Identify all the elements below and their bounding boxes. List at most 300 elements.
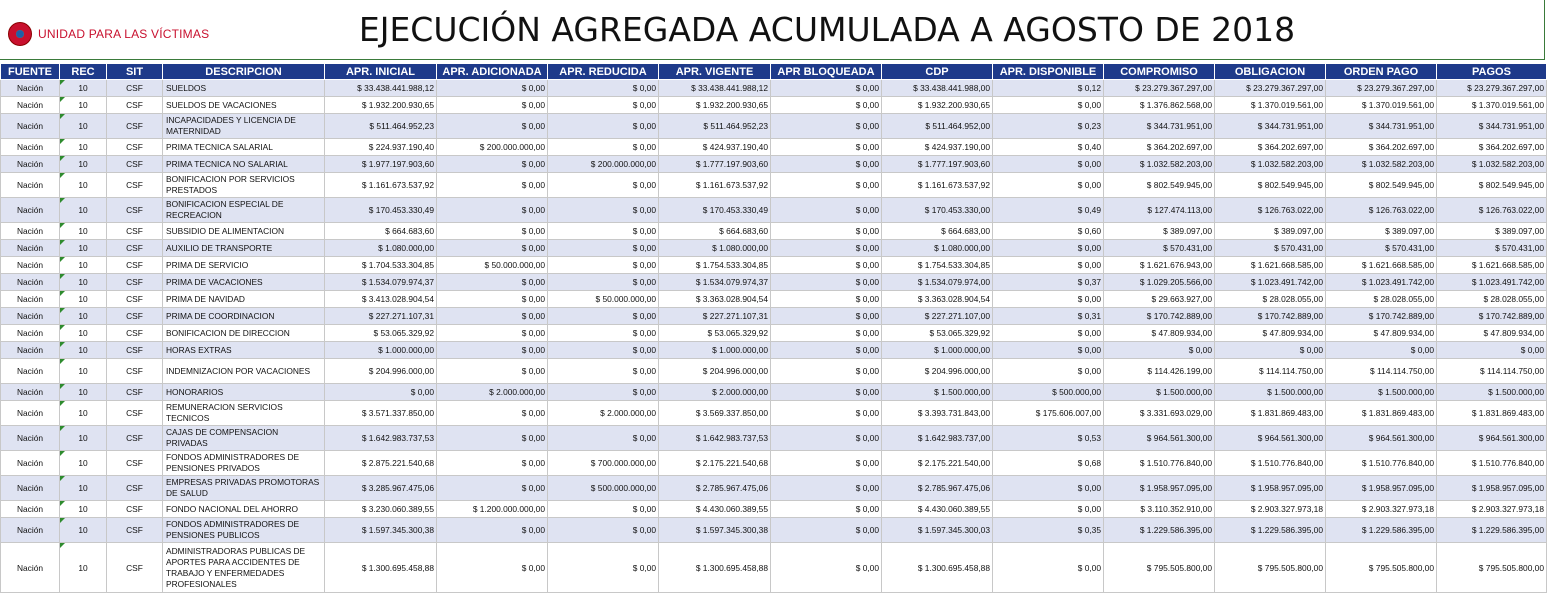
cell-cdp[interactable]: $ 204.996.000,00 [882, 359, 993, 384]
cell-apr-bloqueada[interactable]: $ 0,00 [771, 198, 882, 223]
cell-rec[interactable]: 10 [60, 97, 107, 114]
cell-apr-reducida[interactable]: $ 0,00 [548, 426, 659, 451]
cell-fuente[interactable]: Nación [1, 198, 60, 223]
cell-obligacion[interactable]: $ 389.097,00 [1215, 223, 1326, 240]
cell-sit[interactable]: CSF [107, 257, 163, 274]
cell-apr-disponible[interactable]: $ 0,00 [993, 257, 1104, 274]
cell-fuente[interactable]: Nación [1, 501, 60, 518]
cell-apr-vigente[interactable]: $ 1.161.673.537,92 [659, 173, 771, 198]
cell-fuente[interactable]: Nación [1, 476, 60, 501]
cell-rec[interactable]: 10 [60, 401, 107, 426]
cell-pagos[interactable]: $ 1.621.668.585,00 [1437, 257, 1547, 274]
cell-fuente[interactable]: Nación [1, 518, 60, 543]
cell-pagos[interactable]: $ 364.202.697,00 [1437, 139, 1547, 156]
cell-apr-reducida[interactable]: $ 0,00 [548, 173, 659, 198]
cell-compromiso[interactable]: $ 29.663.927,00 [1104, 291, 1215, 308]
cell-apr-disponible[interactable]: $ 0,53 [993, 426, 1104, 451]
cell-fuente[interactable]: Nación [1, 426, 60, 451]
cell-rec[interactable]: 10 [60, 342, 107, 359]
cell-apr-disponible[interactable]: $ 0,00 [993, 240, 1104, 257]
cell-apr-bloqueada[interactable]: $ 0,00 [771, 80, 882, 97]
cell-rec[interactable]: 10 [60, 501, 107, 518]
cell-cdp[interactable]: $ 1.642.983.737,00 [882, 426, 993, 451]
cell-apr-bloqueada[interactable]: $ 0,00 [771, 240, 882, 257]
cell-rec[interactable]: 10 [60, 139, 107, 156]
cell-cdp[interactable]: $ 2.785.967.475,06 [882, 476, 993, 501]
cell-orden-pago[interactable]: $ 170.742.889,00 [1326, 308, 1437, 325]
cell-apr-adicionada[interactable]: $ 0,00 [437, 80, 548, 97]
cell-apr-reducida[interactable]: $ 0,00 [548, 384, 659, 401]
cell-rec[interactable]: 10 [60, 543, 107, 593]
cell-apr-inicial[interactable]: $ 227.271.107,31 [325, 308, 437, 325]
cell-orden-pago[interactable]: $ 1.370.019.561,00 [1326, 97, 1437, 114]
cell-fuente[interactable]: Nación [1, 257, 60, 274]
cell-apr-disponible[interactable]: $ 0,68 [993, 451, 1104, 476]
cell-obligacion[interactable]: $ 28.028.055,00 [1215, 291, 1326, 308]
cell-descripcion[interactable]: PRIMA TECNICA NO SALARIAL [163, 156, 325, 173]
cell-obligacion[interactable]: $ 1.500.000,00 [1215, 384, 1326, 401]
cell-apr-disponible[interactable]: $ 0,23 [993, 114, 1104, 139]
cell-fuente[interactable]: Nación [1, 401, 60, 426]
cell-sit[interactable]: CSF [107, 325, 163, 342]
cell-compromiso[interactable]: $ 1.510.776.840,00 [1104, 451, 1215, 476]
cell-compromiso[interactable]: $ 1.621.676.943,00 [1104, 257, 1215, 274]
cell-obligacion[interactable]: $ 1.958.957.095,00 [1215, 476, 1326, 501]
cell-sit[interactable]: CSF [107, 173, 163, 198]
cell-descripcion[interactable]: BONIFICACION ESPECIAL DE RECREACION [163, 198, 325, 223]
cell-fuente[interactable]: Nación [1, 240, 60, 257]
cell-apr-inicial[interactable]: $ 1.534.079.974,37 [325, 274, 437, 291]
cell-apr-inicial[interactable]: $ 1.932.200.930,65 [325, 97, 437, 114]
cell-pagos[interactable]: $ 802.549.945,00 [1437, 173, 1547, 198]
cell-apr-vigente[interactable]: $ 664.683,60 [659, 223, 771, 240]
cell-orden-pago[interactable]: $ 114.114.750,00 [1326, 359, 1437, 384]
cell-cdp[interactable]: $ 1.777.197.903,60 [882, 156, 993, 173]
cell-compromiso[interactable]: $ 364.202.697,00 [1104, 139, 1215, 156]
cell-apr-vigente[interactable]: $ 424.937.190,40 [659, 139, 771, 156]
cell-apr-reducida[interactable]: $ 0,00 [548, 257, 659, 274]
col-header-cdp[interactable]: CDP [882, 64, 993, 80]
cell-rec[interactable]: 10 [60, 240, 107, 257]
cell-sit[interactable]: CSF [107, 476, 163, 501]
cell-apr-vigente[interactable]: $ 1.642.983.737,53 [659, 426, 771, 451]
cell-obligacion[interactable]: $ 47.809.934,00 [1215, 325, 1326, 342]
cell-apr-bloqueada[interactable]: $ 0,00 [771, 325, 882, 342]
cell-apr-adicionada[interactable]: $ 0,00 [437, 543, 548, 593]
cell-descripcion[interactable]: PRIMA DE VACACIONES [163, 274, 325, 291]
cell-fuente[interactable]: Nación [1, 223, 60, 240]
cell-apr-reducida[interactable]: $ 0,00 [548, 342, 659, 359]
cell-apr-vigente[interactable]: $ 1.300.695.458,88 [659, 543, 771, 593]
col-header-fuente[interactable]: FUENTE [1, 64, 60, 80]
cell-orden-pago[interactable]: $ 1.032.582.203,00 [1326, 156, 1437, 173]
cell-descripcion[interactable]: BONIFICACION DE DIRECCION [163, 325, 325, 342]
cell-sit[interactable]: CSF [107, 223, 163, 240]
cell-descripcion[interactable]: HONORARIOS [163, 384, 325, 401]
cell-apr-inicial[interactable]: $ 224.937.190,40 [325, 139, 437, 156]
cell-compromiso[interactable]: $ 1.229.586.395,00 [1104, 518, 1215, 543]
cell-descripcion[interactable]: REMUNERACION SERVICIOS TECNICOS [163, 401, 325, 426]
cell-apr-adicionada[interactable]: $ 0,00 [437, 451, 548, 476]
cell-fuente[interactable]: Nación [1, 80, 60, 97]
cell-sit[interactable]: CSF [107, 97, 163, 114]
cell-sit[interactable]: CSF [107, 384, 163, 401]
cell-apr-bloqueada[interactable]: $ 0,00 [771, 359, 882, 384]
cell-descripcion[interactable]: CAJAS DE COMPENSACION PRIVADAS [163, 426, 325, 451]
cell-apr-adicionada[interactable]: $ 200.000.000,00 [437, 139, 548, 156]
cell-compromiso[interactable]: $ 3.110.352.910,00 [1104, 501, 1215, 518]
cell-apr-disponible[interactable]: $ 0,00 [993, 173, 1104, 198]
cell-cdp[interactable]: $ 1.932.200.930,65 [882, 97, 993, 114]
cell-apr-adicionada[interactable]: $ 0,00 [437, 325, 548, 342]
cell-cdp[interactable]: $ 1.500.000,00 [882, 384, 993, 401]
cell-orden-pago[interactable]: $ 964.561.300,00 [1326, 426, 1437, 451]
cell-apr-adicionada[interactable]: $ 0,00 [437, 426, 548, 451]
cell-orden-pago[interactable]: $ 795.505.800,00 [1326, 543, 1437, 593]
cell-pagos[interactable]: $ 795.505.800,00 [1437, 543, 1547, 593]
col-header-apr-disponible[interactable]: APR. DISPONIBLE [993, 64, 1104, 80]
cell-compromiso[interactable]: $ 1.958.957.095,00 [1104, 476, 1215, 501]
cell-orden-pago[interactable]: $ 1.958.957.095,00 [1326, 476, 1437, 501]
cell-pagos[interactable]: $ 126.763.022,00 [1437, 198, 1547, 223]
cell-descripcion[interactable]: SUELDOS [163, 80, 325, 97]
cell-rec[interactable]: 10 [60, 476, 107, 501]
cell-apr-reducida[interactable]: $ 0,00 [548, 97, 659, 114]
col-header-apr-reducida[interactable]: APR. REDUCIDA [548, 64, 659, 80]
cell-rec[interactable]: 10 [60, 426, 107, 451]
cell-orden-pago[interactable]: $ 364.202.697,00 [1326, 139, 1437, 156]
cell-cdp[interactable]: $ 3.363.028.904,54 [882, 291, 993, 308]
cell-pagos[interactable]: $ 2.903.327.973,18 [1437, 501, 1547, 518]
col-header-apr-bloqueada[interactable]: APR BLOQUEADA [771, 64, 882, 80]
cell-pagos[interactable]: $ 1.831.869.483,00 [1437, 401, 1547, 426]
cell-obligacion[interactable]: $ 1.032.582.203,00 [1215, 156, 1326, 173]
cell-obligacion[interactable]: $ 1.621.668.585,00 [1215, 257, 1326, 274]
cell-sit[interactable]: CSF [107, 451, 163, 476]
cell-cdp[interactable]: $ 1.597.345.300,03 [882, 518, 993, 543]
cell-apr-inicial[interactable]: $ 1.642.983.737,53 [325, 426, 437, 451]
cell-pagos[interactable]: $ 0,00 [1437, 342, 1547, 359]
cell-apr-inicial[interactable]: $ 3.571.337.850,00 [325, 401, 437, 426]
cell-cdp[interactable]: $ 1.161.673.537,92 [882, 173, 993, 198]
cell-apr-vigente[interactable]: $ 1.534.079.974,37 [659, 274, 771, 291]
cell-rec[interactable]: 10 [60, 325, 107, 342]
cell-obligacion[interactable]: $ 1.370.019.561,00 [1215, 97, 1326, 114]
cell-apr-adicionada[interactable]: $ 0,00 [437, 97, 548, 114]
cell-apr-bloqueada[interactable]: $ 0,00 [771, 223, 882, 240]
cell-apr-vigente[interactable]: $ 3.569.337.850,00 [659, 401, 771, 426]
cell-cdp[interactable]: $ 170.453.330,00 [882, 198, 993, 223]
cell-descripcion[interactable]: SUBSIDIO DE ALIMENTACION [163, 223, 325, 240]
cell-descripcion[interactable]: PRIMA DE SERVICIO [163, 257, 325, 274]
cell-rec[interactable]: 10 [60, 291, 107, 308]
cell-apr-bloqueada[interactable]: $ 0,00 [771, 291, 882, 308]
cell-obligacion[interactable]: $ 1.229.586.395,00 [1215, 518, 1326, 543]
cell-cdp[interactable]: $ 511.464.952,00 [882, 114, 993, 139]
cell-rec[interactable]: 10 [60, 173, 107, 198]
cell-cdp[interactable]: $ 4.430.060.389,55 [882, 501, 993, 518]
cell-apr-adicionada[interactable]: $ 0,00 [437, 240, 548, 257]
cell-obligacion[interactable]: $ 570.431,00 [1215, 240, 1326, 257]
cell-rec[interactable]: 10 [60, 223, 107, 240]
cell-pagos[interactable]: $ 28.028.055,00 [1437, 291, 1547, 308]
cell-obligacion[interactable]: $ 1.831.869.483,00 [1215, 401, 1326, 426]
cell-apr-reducida[interactable]: $ 700.000.000,00 [548, 451, 659, 476]
cell-sit[interactable]: CSF [107, 114, 163, 139]
cell-pagos[interactable]: $ 1.958.957.095,00 [1437, 476, 1547, 501]
cell-descripcion[interactable]: HORAS EXTRAS [163, 342, 325, 359]
cell-rec[interactable]: 10 [60, 257, 107, 274]
cell-apr-disponible[interactable]: $ 0,12 [993, 80, 1104, 97]
cell-apr-vigente[interactable]: $ 4.430.060.389,55 [659, 501, 771, 518]
cell-apr-adicionada[interactable]: $ 0,00 [437, 156, 548, 173]
cell-pagos[interactable]: $ 1.023.491.742,00 [1437, 274, 1547, 291]
cell-fuente[interactable]: Nación [1, 359, 60, 384]
cell-pagos[interactable]: $ 1.510.776.840,00 [1437, 451, 1547, 476]
cell-obligacion[interactable]: $ 802.549.945,00 [1215, 173, 1326, 198]
cell-rec[interactable]: 10 [60, 308, 107, 325]
cell-orden-pago[interactable]: $ 1.621.668.585,00 [1326, 257, 1437, 274]
cell-compromiso[interactable]: $ 1.032.582.203,00 [1104, 156, 1215, 173]
cell-pagos[interactable]: $ 1.032.582.203,00 [1437, 156, 1547, 173]
cell-apr-inicial[interactable]: $ 3.285.967.475,06 [325, 476, 437, 501]
cell-apr-bloqueada[interactable]: $ 0,00 [771, 342, 882, 359]
col-header-apr-adicionada[interactable]: APR. ADICIONADA [437, 64, 548, 80]
cell-apr-disponible[interactable]: $ 0,37 [993, 274, 1104, 291]
cell-apr-vigente[interactable]: $ 33.438.441.988,12 [659, 80, 771, 97]
cell-apr-adicionada[interactable]: $ 0,00 [437, 114, 548, 139]
cell-compromiso[interactable]: $ 114.426.199,00 [1104, 359, 1215, 384]
cell-fuente[interactable]: Nación [1, 451, 60, 476]
cell-obligacion[interactable]: $ 114.114.750,00 [1215, 359, 1326, 384]
cell-pagos[interactable]: $ 1.229.586.395,00 [1437, 518, 1547, 543]
col-header-rec[interactable]: REC [60, 64, 107, 80]
cell-orden-pago[interactable]: $ 1.510.776.840,00 [1326, 451, 1437, 476]
cell-orden-pago[interactable]: $ 2.903.327.973,18 [1326, 501, 1437, 518]
cell-apr-disponible[interactable]: $ 0,35 [993, 518, 1104, 543]
cell-apr-vigente[interactable]: $ 53.065.329,92 [659, 325, 771, 342]
cell-fuente[interactable]: Nación [1, 325, 60, 342]
cell-apr-disponible[interactable]: $ 0,00 [993, 476, 1104, 501]
cell-fuente[interactable]: Nación [1, 173, 60, 198]
cell-pagos[interactable]: $ 1.500.000,00 [1437, 384, 1547, 401]
cell-apr-bloqueada[interactable]: $ 0,00 [771, 401, 882, 426]
cell-compromiso[interactable]: $ 127.474.113,00 [1104, 198, 1215, 223]
cell-rec[interactable]: 10 [60, 451, 107, 476]
cell-apr-vigente[interactable]: $ 2.175.221.540,68 [659, 451, 771, 476]
cell-apr-inicial[interactable]: $ 3.413.028.904,54 [325, 291, 437, 308]
cell-obligacion[interactable]: $ 126.763.022,00 [1215, 198, 1326, 223]
cell-apr-adicionada[interactable]: $ 0,00 [437, 401, 548, 426]
cell-apr-disponible[interactable]: $ 0,00 [993, 97, 1104, 114]
cell-apr-vigente[interactable]: $ 511.464.952,23 [659, 114, 771, 139]
cell-cdp[interactable]: $ 3.393.731.843,00 [882, 401, 993, 426]
cell-sit[interactable]: CSF [107, 501, 163, 518]
cell-apr-disponible[interactable]: $ 0,00 [993, 501, 1104, 518]
cell-compromiso[interactable]: $ 1.029.205.566,00 [1104, 274, 1215, 291]
cell-apr-reducida[interactable]: $ 0,00 [548, 114, 659, 139]
cell-pagos[interactable]: $ 23.279.367.297,00 [1437, 80, 1547, 97]
col-header-obligacion[interactable]: OBLIGACION [1215, 64, 1326, 80]
cell-descripcion[interactable]: BONIFICACION POR SERVICIOS PRESTADOS [163, 173, 325, 198]
cell-apr-reducida[interactable]: $ 0,00 [548, 274, 659, 291]
cell-descripcion[interactable]: INCAPACIDADES Y LICENCIA DE MATERNIDAD [163, 114, 325, 139]
cell-fuente[interactable]: Nación [1, 291, 60, 308]
cell-obligacion[interactable]: $ 344.731.951,00 [1215, 114, 1326, 139]
cell-compromiso[interactable]: $ 23.279.367.297,00 [1104, 80, 1215, 97]
cell-sit[interactable]: CSF [107, 426, 163, 451]
cell-fuente[interactable]: Nación [1, 274, 60, 291]
col-header-orden-pago[interactable]: ORDEN PAGO [1326, 64, 1437, 80]
cell-apr-adicionada[interactable]: $ 0,00 [437, 223, 548, 240]
cell-apr-vigente[interactable]: $ 2.000.000,00 [659, 384, 771, 401]
cell-rec[interactable]: 10 [60, 518, 107, 543]
cell-apr-adicionada[interactable]: $ 1.200.000.000,00 [437, 501, 548, 518]
cell-apr-inicial[interactable]: $ 1.704.533.304,85 [325, 257, 437, 274]
cell-descripcion[interactable]: PRIMA DE COORDINACION [163, 308, 325, 325]
cell-apr-bloqueada[interactable]: $ 0,00 [771, 257, 882, 274]
cell-apr-adicionada[interactable]: $ 0,00 [437, 173, 548, 198]
cell-obligacion[interactable]: $ 1.510.776.840,00 [1215, 451, 1326, 476]
cell-cdp[interactable]: $ 1.754.533.304,85 [882, 257, 993, 274]
cell-apr-vigente[interactable]: $ 1.754.533.304,85 [659, 257, 771, 274]
cell-apr-reducida[interactable]: $ 50.000.000,00 [548, 291, 659, 308]
cell-compromiso[interactable]: $ 47.809.934,00 [1104, 325, 1215, 342]
cell-apr-reducida[interactable]: $ 0,00 [548, 325, 659, 342]
cell-orden-pago[interactable]: $ 47.809.934,00 [1326, 325, 1437, 342]
cell-apr-inicial[interactable]: $ 1.080.000,00 [325, 240, 437, 257]
cell-pagos[interactable]: $ 964.561.300,00 [1437, 426, 1547, 451]
cell-cdp[interactable]: $ 664.683,00 [882, 223, 993, 240]
cell-compromiso[interactable]: $ 170.742.889,00 [1104, 308, 1215, 325]
cell-apr-reducida[interactable]: $ 2.000.000,00 [548, 401, 659, 426]
cell-apr-disponible[interactable]: $ 0,00 [993, 156, 1104, 173]
cell-sit[interactable]: CSF [107, 274, 163, 291]
cell-apr-vigente[interactable]: $ 1.932.200.930,65 [659, 97, 771, 114]
cell-fuente[interactable]: Nación [1, 543, 60, 593]
cell-descripcion[interactable]: PRIMA DE NAVIDAD [163, 291, 325, 308]
cell-apr-bloqueada[interactable]: $ 0,00 [771, 476, 882, 501]
cell-rec[interactable]: 10 [60, 384, 107, 401]
cell-fuente[interactable]: Nación [1, 384, 60, 401]
cell-apr-inicial[interactable]: $ 511.464.952,23 [325, 114, 437, 139]
cell-apr-disponible[interactable]: $ 175.606.007,00 [993, 401, 1104, 426]
cell-fuente[interactable]: Nación [1, 114, 60, 139]
cell-obligacion[interactable]: $ 23.279.367.297,00 [1215, 80, 1326, 97]
cell-orden-pago[interactable]: $ 1.229.586.395,00 [1326, 518, 1437, 543]
cell-compromiso[interactable]: $ 3.331.693.029,00 [1104, 401, 1215, 426]
cell-apr-adicionada[interactable]: $ 0,00 [437, 518, 548, 543]
cell-orden-pago[interactable]: $ 570.431,00 [1326, 240, 1437, 257]
col-header-pagos[interactable]: PAGOS [1437, 64, 1547, 80]
cell-apr-disponible[interactable]: $ 0,00 [993, 359, 1104, 384]
cell-rec[interactable]: 10 [60, 80, 107, 97]
cell-cdp[interactable]: $ 33.438.441.988,00 [882, 80, 993, 97]
cell-fuente[interactable]: Nación [1, 139, 60, 156]
cell-apr-adicionada[interactable]: $ 0,00 [437, 291, 548, 308]
cell-pagos[interactable]: $ 114.114.750,00 [1437, 359, 1547, 384]
cell-apr-inicial[interactable]: $ 204.996.000,00 [325, 359, 437, 384]
cell-apr-bloqueada[interactable]: $ 0,00 [771, 543, 882, 593]
cell-apr-disponible[interactable]: $ 0,00 [993, 342, 1104, 359]
cell-apr-inicial[interactable]: $ 2.875.221.540,68 [325, 451, 437, 476]
cell-descripcion[interactable]: ADMINISTRADORAS PUBLICAS DE APORTES PARA ACCIDENTES DE TRABAJO Y ENFERMEDADES PROFESIONALES [163, 543, 325, 593]
cell-fuente[interactable]: Nación [1, 308, 60, 325]
cell-apr-reducida[interactable]: $ 0,00 [548, 501, 659, 518]
cell-obligacion[interactable]: $ 1.023.491.742,00 [1215, 274, 1326, 291]
cell-apr-inicial[interactable]: $ 1.000.000,00 [325, 342, 437, 359]
cell-compromiso[interactable]: $ 389.097,00 [1104, 223, 1215, 240]
cell-apr-adicionada[interactable]: $ 50.000.000,00 [437, 257, 548, 274]
cell-rec[interactable]: 10 [60, 274, 107, 291]
cell-compromiso[interactable]: $ 570.431,00 [1104, 240, 1215, 257]
cell-cdp[interactable]: $ 1.534.079.974,00 [882, 274, 993, 291]
cell-apr-bloqueada[interactable]: $ 0,00 [771, 274, 882, 291]
cell-apr-reducida[interactable]: $ 0,00 [548, 240, 659, 257]
cell-fuente[interactable]: Nación [1, 97, 60, 114]
cell-obligacion[interactable]: $ 795.505.800,00 [1215, 543, 1326, 593]
cell-sit[interactable]: CSF [107, 80, 163, 97]
cell-apr-inicial[interactable]: $ 33.438.441.988,12 [325, 80, 437, 97]
cell-apr-vigente[interactable]: $ 204.996.000,00 [659, 359, 771, 384]
cell-apr-reducida[interactable]: $ 0,00 [548, 543, 659, 593]
cell-compromiso[interactable]: $ 344.731.951,00 [1104, 114, 1215, 139]
cell-obligacion[interactable]: $ 2.903.327.973,18 [1215, 501, 1326, 518]
cell-cdp[interactable]: $ 2.175.221.540,00 [882, 451, 993, 476]
cell-descripcion[interactable]: FONDO NACIONAL DEL AHORRO [163, 501, 325, 518]
cell-apr-adicionada[interactable]: $ 2.000.000,00 [437, 384, 548, 401]
cell-apr-inicial[interactable]: $ 53.065.329,92 [325, 325, 437, 342]
cell-apr-inicial[interactable]: $ 1.597.345.300,38 [325, 518, 437, 543]
cell-orden-pago[interactable]: $ 1.500.000,00 [1326, 384, 1437, 401]
cell-apr-inicial[interactable]: $ 1.977.197.903,60 [325, 156, 437, 173]
cell-apr-inicial[interactable]: $ 1.300.695.458,88 [325, 543, 437, 593]
cell-apr-disponible[interactable]: $ 0,00 [993, 291, 1104, 308]
cell-cdp[interactable]: $ 1.080.000,00 [882, 240, 993, 257]
cell-compromiso[interactable]: $ 1.500.000,00 [1104, 384, 1215, 401]
cell-apr-vigente[interactable]: $ 3.363.028.904,54 [659, 291, 771, 308]
cell-apr-inicial[interactable]: $ 3.230.060.389,55 [325, 501, 437, 518]
cell-sit[interactable]: CSF [107, 240, 163, 257]
col-header-sit[interactable]: SIT [107, 64, 163, 80]
cell-compromiso[interactable]: $ 802.549.945,00 [1104, 173, 1215, 198]
cell-cdp[interactable]: $ 1.300.695.458,88 [882, 543, 993, 593]
cell-apr-disponible[interactable]: $ 0,49 [993, 198, 1104, 223]
cell-apr-inicial[interactable]: $ 664.683,60 [325, 223, 437, 240]
cell-apr-vigente[interactable]: $ 1.597.345.300,38 [659, 518, 771, 543]
cell-sit[interactable]: CSF [107, 401, 163, 426]
cell-sit[interactable]: CSF [107, 543, 163, 593]
cell-apr-inicial[interactable]: $ 1.161.673.537,92 [325, 173, 437, 198]
cell-sit[interactable]: CSF [107, 359, 163, 384]
cell-rec[interactable]: 10 [60, 359, 107, 384]
cell-apr-bloqueada[interactable]: $ 0,00 [771, 518, 882, 543]
cell-orden-pago[interactable]: $ 802.549.945,00 [1326, 173, 1437, 198]
cell-apr-reducida[interactable]: $ 0,00 [548, 198, 659, 223]
cell-apr-reducida[interactable]: $ 0,00 [548, 223, 659, 240]
cell-cdp[interactable]: $ 424.937.190,00 [882, 139, 993, 156]
cell-obligacion[interactable]: $ 170.742.889,00 [1215, 308, 1326, 325]
cell-apr-vigente[interactable]: $ 1.080.000,00 [659, 240, 771, 257]
cell-obligacion[interactable]: $ 364.202.697,00 [1215, 139, 1326, 156]
cell-apr-vigente[interactable]: $ 1.000.000,00 [659, 342, 771, 359]
cell-rec[interactable]: 10 [60, 114, 107, 139]
cell-sit[interactable]: CSF [107, 518, 163, 543]
cell-compromiso[interactable]: $ 1.376.862.568,00 [1104, 97, 1215, 114]
cell-apr-disponible[interactable]: $ 0,60 [993, 223, 1104, 240]
cell-cdp[interactable]: $ 53.065.329,92 [882, 325, 993, 342]
cell-apr-adicionada[interactable]: $ 0,00 [437, 308, 548, 325]
